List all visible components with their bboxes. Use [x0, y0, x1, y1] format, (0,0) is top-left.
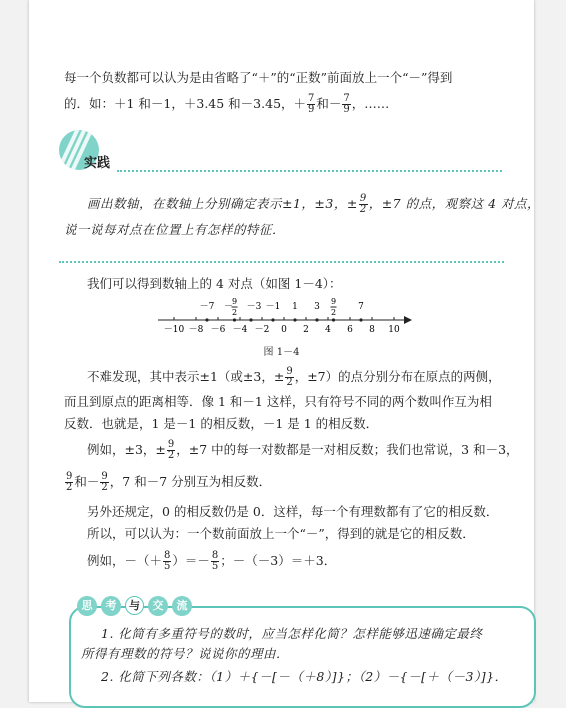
point-label-numerator: 9 [330, 297, 337, 306]
point-label-numerator: 9 [231, 297, 238, 306]
fraction: $\frac{8}{5}$ [211, 550, 219, 572]
textbook-page [29, 0, 541, 702]
point-label: 1 [292, 302, 298, 312]
tick-label: 2 [303, 325, 309, 335]
chip: 与 [125, 596, 144, 615]
think-discuss-header [77, 596, 192, 618]
practice-line2: 说一说每对点在位置上有怎样的特征． [64, 222, 286, 237]
para5-line2: 所以，可以认为：一个数前面放上一个“－”，得到的就是它的相反数． [87, 526, 475, 541]
para1-line1: 每一个负数都可以认为是由省略了“＋”的“正数”前面放上一个“－”得到 [64, 70, 453, 85]
point-label: －7 [199, 302, 215, 312]
fraction: $\frac{9}{2}$ [101, 471, 108, 493]
fraction: $\frac{9}{2}$ [286, 366, 293, 388]
point-label: 3 [314, 302, 320, 312]
practice-title: 实践 [84, 156, 111, 171]
think-q1-line2: 所得有理数的符号？说说你的理由． [81, 646, 290, 661]
fraction: $\frac{7}{9}$ [308, 93, 315, 115]
practice-line1: 画出数轴，在数轴上分别确定表示±1，±3，± $\frac{9}{2}$ ，±7 的点，观察这 4 对点， [87, 193, 541, 215]
para5-line3: 例如，－（＋ $\frac{8}{5}$ ）＝－ $\frac{8}{5}$ ；－（－3）＝＋3． [87, 550, 337, 572]
point-label-denominator: 2 [330, 308, 337, 317]
point-mark [271, 318, 274, 321]
tick-label: －2 [254, 325, 270, 335]
tick-label: －6 [210, 325, 226, 335]
point-mark [233, 318, 236, 321]
tick-label: －10 [163, 325, 185, 335]
point-mark [359, 318, 362, 321]
para4-line2: $\frac{9}{2}$ 和－ $\frac{9}{2}$ ，7 和－7 分别互为相反数． [66, 471, 272, 493]
think-q1-line1: 1. 化简有多重符号的数时，应当怎样化简？怎样能够迅速确定最终 [101, 626, 483, 641]
chip: 交 [148, 596, 168, 616]
think-q2: 2. 化简下列各数：（1）＋{－[－（＋8）]}；（2）－{－[＋（－3）]}． [101, 669, 508, 684]
point-label: 7 [358, 302, 364, 312]
para5-line1: 另外还规定，0 的相反数仍是 0．这样，每一个有理数都有了它的相反数． [87, 504, 499, 519]
tick-label: 4 [325, 325, 331, 335]
top-labels-group [200, 297, 365, 322]
number-line-figure [154, 294, 414, 344]
divider [59, 261, 504, 263]
point-mark [249, 318, 252, 321]
para4-line1: 例如，±3，± $\frac{9}{2}$ ，±7 中的每一对数都是一对相反数；我们也常说，3 和－3， [87, 439, 519, 461]
tick-label: 6 [347, 325, 353, 335]
point-mark [293, 318, 296, 321]
fraction: $\frac{7}{9}$ [343, 93, 350, 115]
para1-line2: 的．如：＋1 和－1，＋3.45 和－3.45，＋ $\frac{7}{9}$ 和－ $\frac{7}{9}$ ，…… [64, 93, 390, 115]
para3-line3: 反数．也就是，1 是－1 的相反数，－1 是 1 的相反数． [64, 416, 379, 431]
fraction: $\frac{9}{2}$ [167, 439, 175, 461]
divider [117, 170, 502, 172]
fraction: $\frac{9}{2}$ [359, 193, 367, 215]
point-mark [315, 318, 318, 321]
para3-line2: 而且到原点的距离相等．像 1 和－1 这样，只有符号不同的两个数叫作互为相 [64, 394, 492, 409]
tick-label: －8 [188, 325, 204, 335]
point-mark [205, 318, 208, 321]
tick-label: 0 [281, 325, 287, 335]
tick-label: －4 [232, 325, 248, 335]
point-label: －3 [246, 302, 262, 312]
point-mark [332, 318, 335, 321]
axis-arrow-icon [404, 316, 412, 324]
point-label-sign: － [223, 302, 234, 312]
point-label-denominator: 2 [231, 308, 238, 317]
tick-label: 8 [369, 325, 375, 335]
chip: 流 [172, 596, 192, 616]
fraction: $\frac{8}{5}$ [164, 550, 171, 572]
tick-label: 10 [388, 325, 400, 335]
point-label: －1 [265, 302, 281, 312]
fraction: $\frac{9}{2}$ [66, 471, 73, 493]
chip: 思 [77, 596, 97, 616]
para2-text: 我们可以得到数轴上的 4 对点（如图 1－4）： [87, 276, 342, 291]
para3-line1: 不难发现，其中表示±1（或±3，± $\frac{9}{2}$ ，±7）的点分别分布在原点的两侧， [87, 366, 501, 388]
figure-caption: 图 1－4 [263, 347, 300, 358]
chip: 考 [101, 596, 121, 616]
